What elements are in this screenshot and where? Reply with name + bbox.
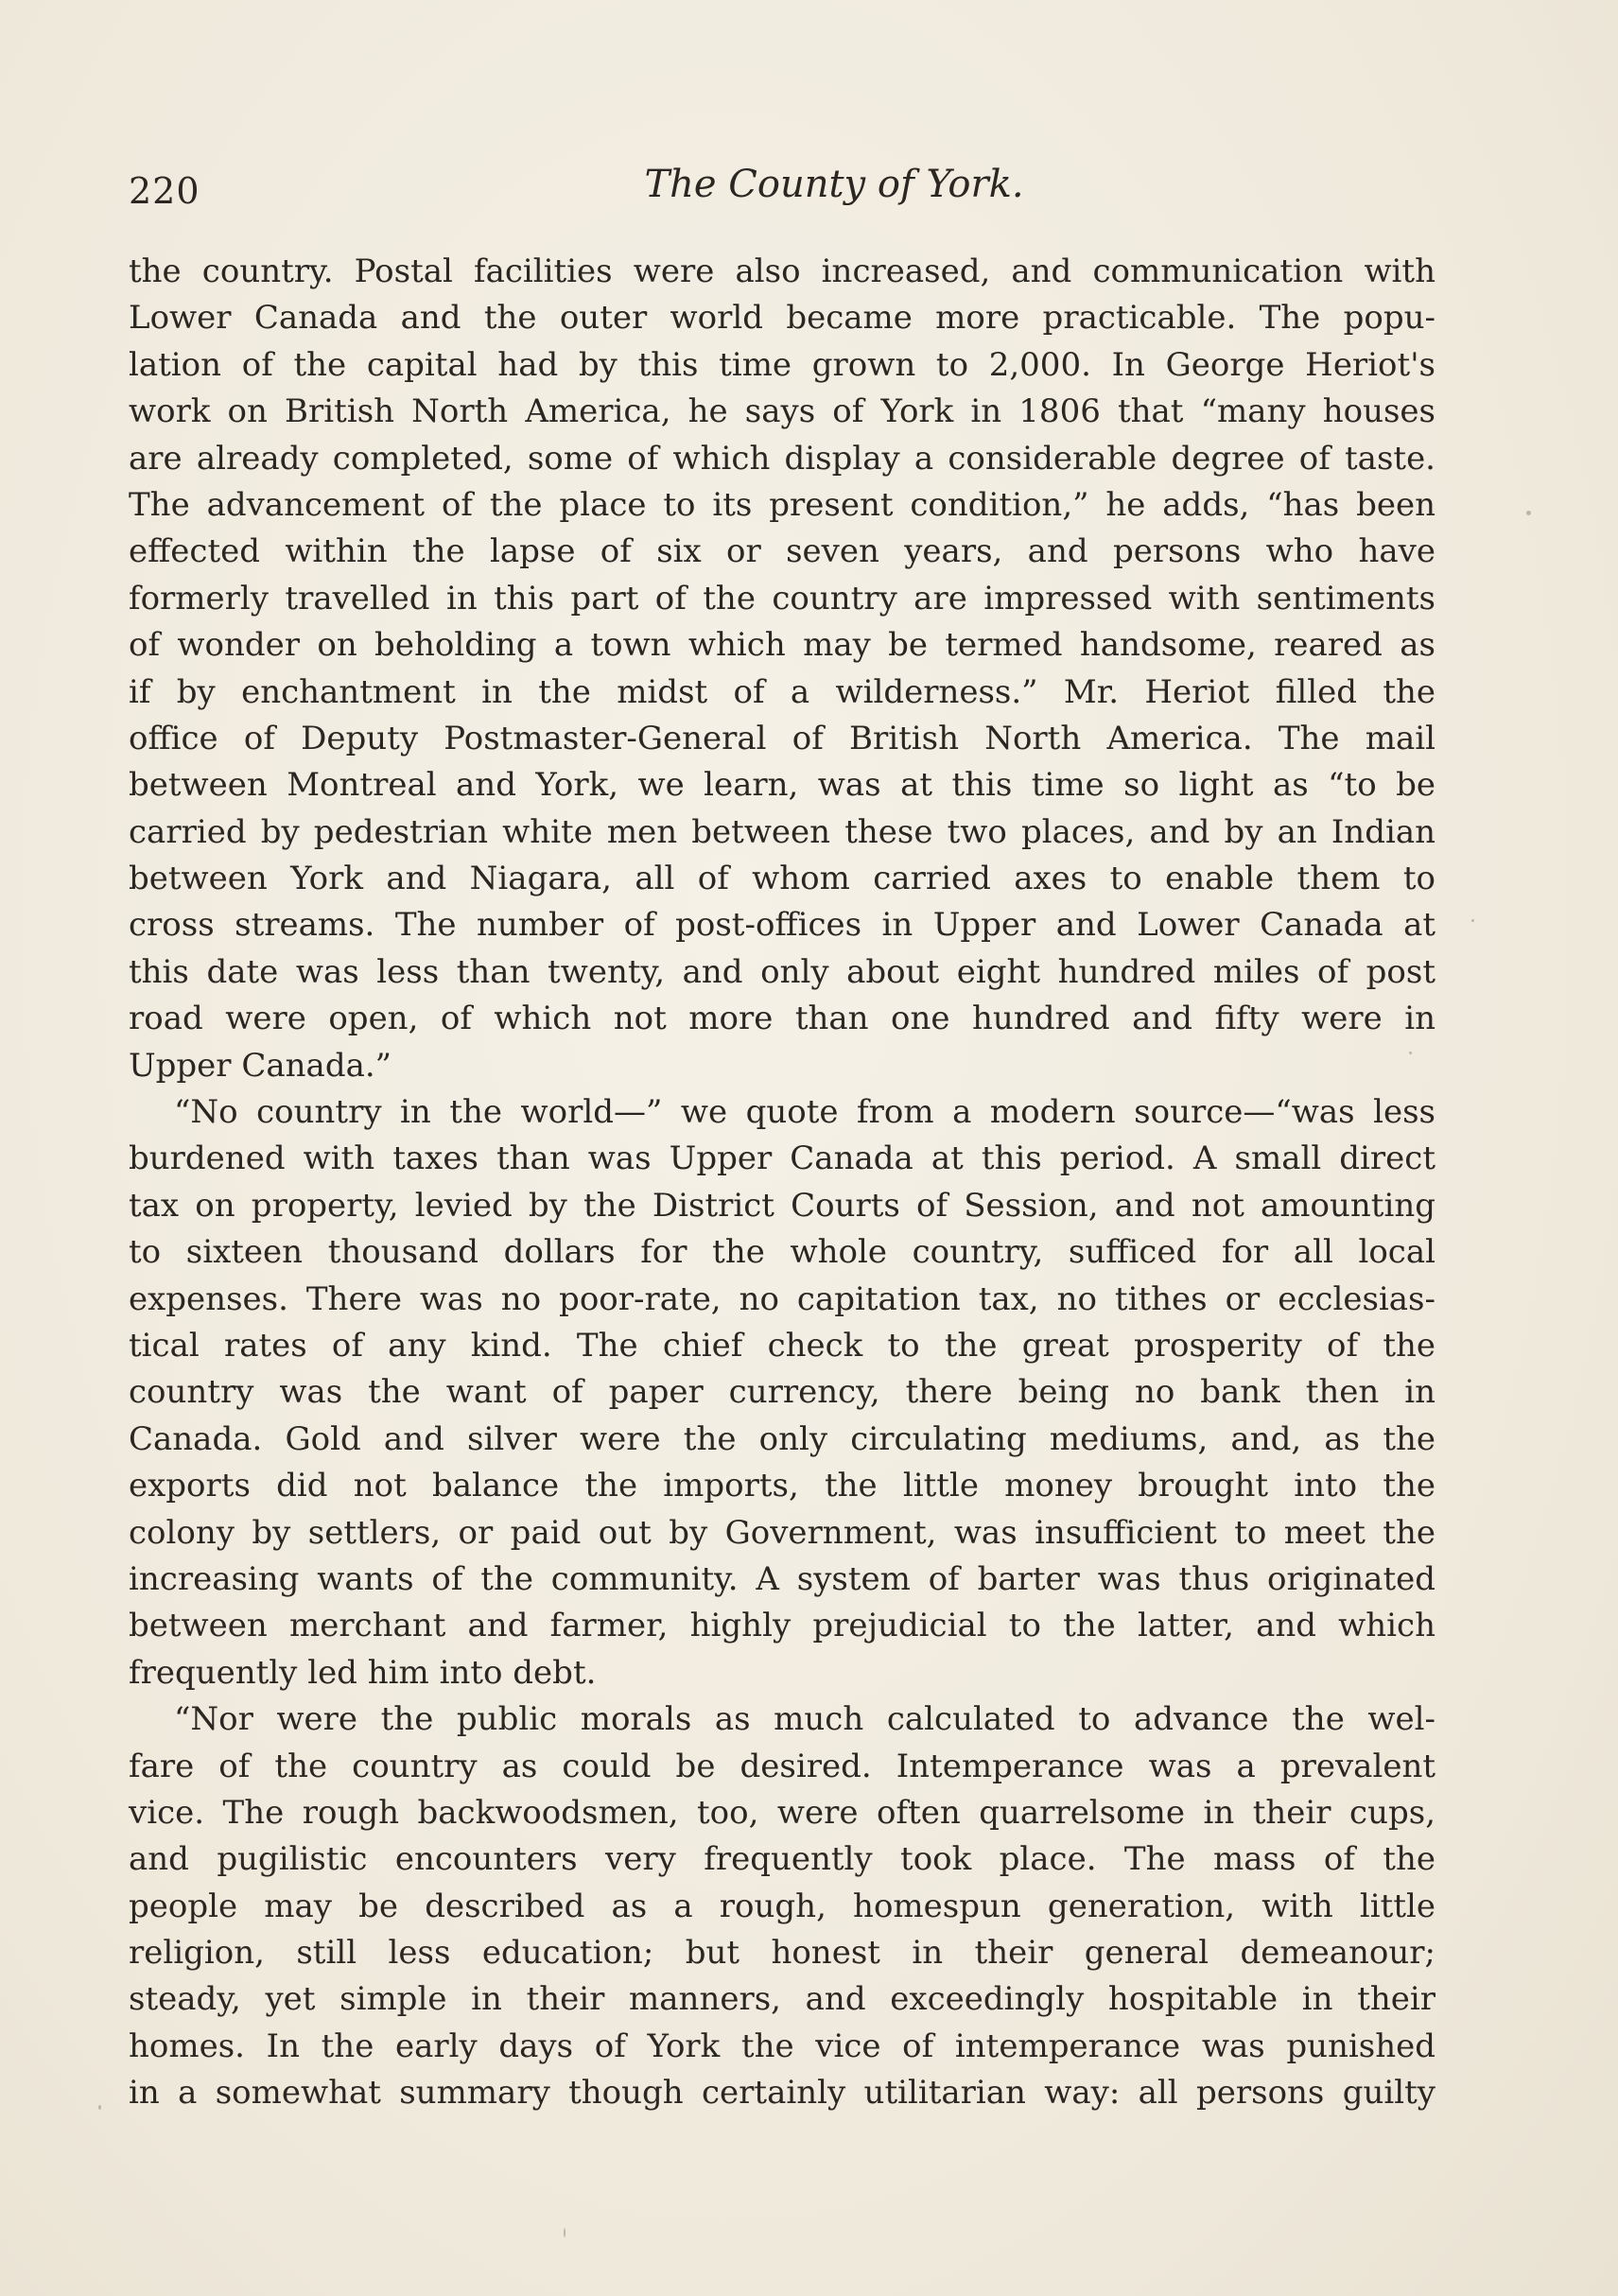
text-line: burdened with taxes than was Upper Canada at this period. A small direct (129, 1139, 1435, 1178)
text-line: Canada. Gold and silver were the only circulating mediums, and, as the (129, 1419, 1435, 1458)
text-line: lation of the capital had by this time grown to 2,000. In George Heriot's (129, 345, 1435, 384)
paragraph-3 (129, 1696, 1435, 2117)
text-line: homes. In the early days of York the vice of intemperance was punished (129, 2026, 1435, 2065)
running-title: The County of York. (644, 163, 1024, 206)
text-line: are already completed, some of which display a considerable degree of taste. (129, 439, 1435, 478)
text-line: religion, still less education; but honest in their general demeanour; (129, 1934, 1435, 1973)
text-line: tax on property, levied by the District Courts of Session, and not amounting (129, 1186, 1435, 1225)
text-line: carried by pedestrian white men between these two places, and by an Indian (129, 812, 1435, 851)
text-line: frequently led him into debt. (129, 1653, 597, 1692)
text-line: country was the want of paper currency, there being no bank then in (129, 1373, 1435, 1412)
paragraph-2 (129, 1089, 1435, 1696)
paper-speck (564, 2228, 565, 2237)
text-line: the country. Postal facilities were also increased, and communication with (129, 252, 1435, 290)
text-line: “Nor were the public morals as much calculated to advance the wel- (174, 1700, 1435, 1739)
paper-speck (1471, 919, 1474, 922)
page-header (129, 159, 1435, 216)
text-line: increasing wants of the community. A system of barter was thus originated (129, 1559, 1435, 1598)
paper-speck (1526, 511, 1531, 515)
text-line: of wonder on beholding a town which may be termed handsome, reared as (129, 626, 1435, 665)
text-line: steady, yet simple in their manners, and exceedingly hospitable in their (129, 1980, 1435, 2019)
text-line: between Montreal and York, we learn, was at this time so light as “to be (129, 766, 1435, 805)
text-line: tical rates of any kind. The chief check to the great prosperity of the (129, 1326, 1435, 1365)
text-line: exports did not balance the imports, the little money brought into the (129, 1467, 1435, 1505)
paper-speck (98, 2105, 101, 2110)
text-line: and pugilistic encounters very frequently took place. The mass of the (129, 1840, 1435, 1879)
text-line: Upper Canada.” (129, 1046, 392, 1085)
body-text (129, 249, 1435, 2117)
text-line: work on British North America, he says of York in 1806 that “many houses (129, 392, 1435, 431)
paragraph-1 (129, 249, 1435, 1089)
text-line: cross streams. The number of post-offices in Upper and Lower Canada at (129, 906, 1435, 945)
text-line: this date was less than twenty, and only about eight hundred miles of post (129, 952, 1435, 991)
text-line: expenses. There was no poor-rate, no capitation tax, no tithes or ecclesias- (129, 1279, 1435, 1318)
text-line: office of Deputy Postmaster-General of British North America. The mail (129, 719, 1435, 757)
text-line: in a somewhat summary though certainly utilitarian way: all persons guilty (129, 2074, 1435, 2113)
text-line: Lower Canada and the outer world became more practicable. The popu- (129, 299, 1435, 338)
text-line: formerly travelled in this part of the country are impressed with sentiments (129, 579, 1435, 617)
paper-speck (1409, 1052, 1412, 1054)
text-line: between York and Niagara, all of whom carried axes to enable them to (129, 860, 1435, 898)
text-line: The advancement of the place to its present condition,” he adds, “has been (129, 485, 1435, 524)
text-line: vice. The rough backwoodsmen, too, were often quarrelsome in their cups, (129, 1793, 1435, 1832)
page-number: 220 (129, 170, 200, 212)
text-line: between merchant and farmer, highly prejudicial to the latter, and which (129, 1607, 1435, 1645)
text-line: people may be described as a rough, homespun generation, with little (129, 1887, 1435, 1925)
text-line: if by enchantment in the midst of a wilderness.” Mr. Heriot filled the (129, 672, 1435, 711)
text-line: to sixteen thousand dollars for the whole country, sufficed for all local (129, 1233, 1435, 1272)
text-line: fare of the country as could be desired. Intemperance was a prevalent (129, 1747, 1435, 1785)
text-line: colony by settlers, or paid out by Government, was insufficient to meet the (129, 1513, 1435, 1552)
text-line: effected within the lapse of six or seven years, and persons who have (129, 532, 1435, 571)
text-line: road were open, of which not more than one hundred and fifty were in (129, 1000, 1435, 1038)
text-line: “No country in the world—” we quote from a modern source—“was less (174, 1093, 1435, 1132)
